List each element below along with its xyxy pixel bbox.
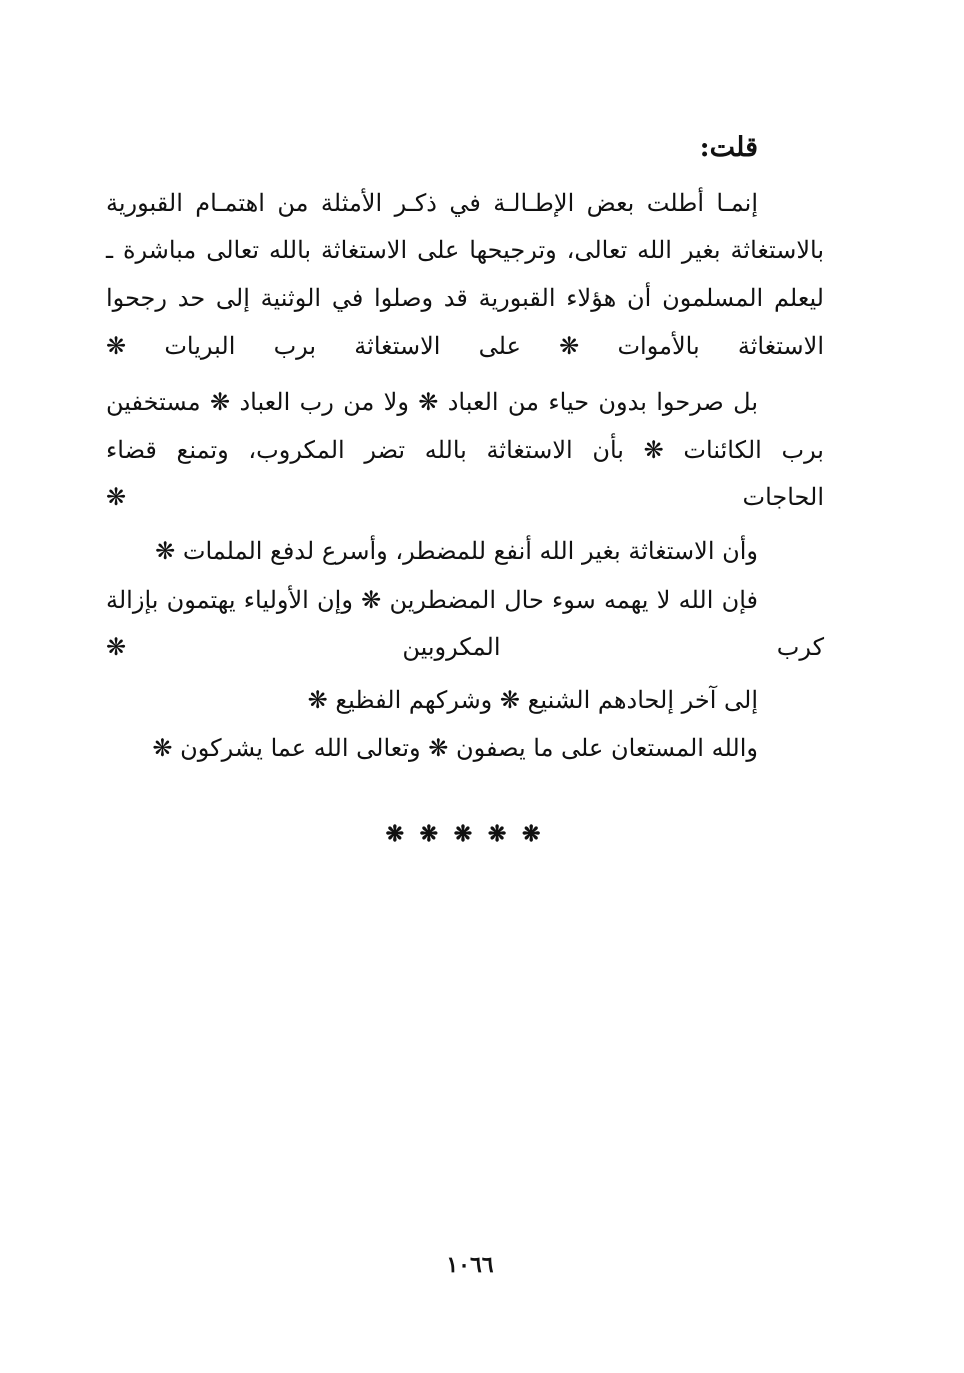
text-line-4: الاستغاثة بالأموات ❋ على الاستغاثة برب البريات ❋ — [106, 332, 824, 360]
page-number: ١٠٦٦ — [446, 1252, 494, 1278]
text-line-1: إنمـا أطلت بعض الإطـالـة في ذكـر الأمثلة من اهتمـام القبورية — [106, 189, 758, 217]
text-line-10: كرب المكروبين ❋ — [106, 633, 824, 661]
text-line-6: برب الكائنات ❋ بأن الاستغاثة بالله تضر المكروب، وتمنع قضاء — [106, 436, 824, 464]
section-heading: قلت: — [699, 132, 758, 163]
section-separator: ❋ ❋ ❋ ❋ ❋ — [385, 821, 545, 847]
text-line-5: بل صرحوا بدون حياء من العباد ❋ ولا من رب العباد ❋ مستخفين — [106, 388, 758, 416]
text-line-9: فإن الله لا يهمه سوء حال المضطرين ❋ وإن الأولياء يهتمون بإزالة — [106, 586, 758, 614]
text-line-7: الحاجات ❋ — [106, 483, 824, 511]
text-line-11: إلى آخر إلحادهم الشنيع ❋ وشركهم الفظيع ❋ — [307, 686, 758, 714]
text-line-12: والله المستعان على ما يصفون ❋ وتعالى الله عما يشركون ❋ — [152, 734, 758, 762]
text-line-2: بالاستغاثة بغير الله تعالى، وترجيحها على الاستغاثة بالله تعالى مباشرة ـ — [106, 236, 824, 264]
text-line-3: ليعلم المسلمون أن هؤلاء القبورية قد وصلوا في الوثنية إلى حد رجحوا — [106, 284, 824, 312]
text-line-8: وأن الاستغاثة بغير الله أنفع للمضطر، وأسرع لدفع الملمات ❋ — [155, 537, 758, 565]
